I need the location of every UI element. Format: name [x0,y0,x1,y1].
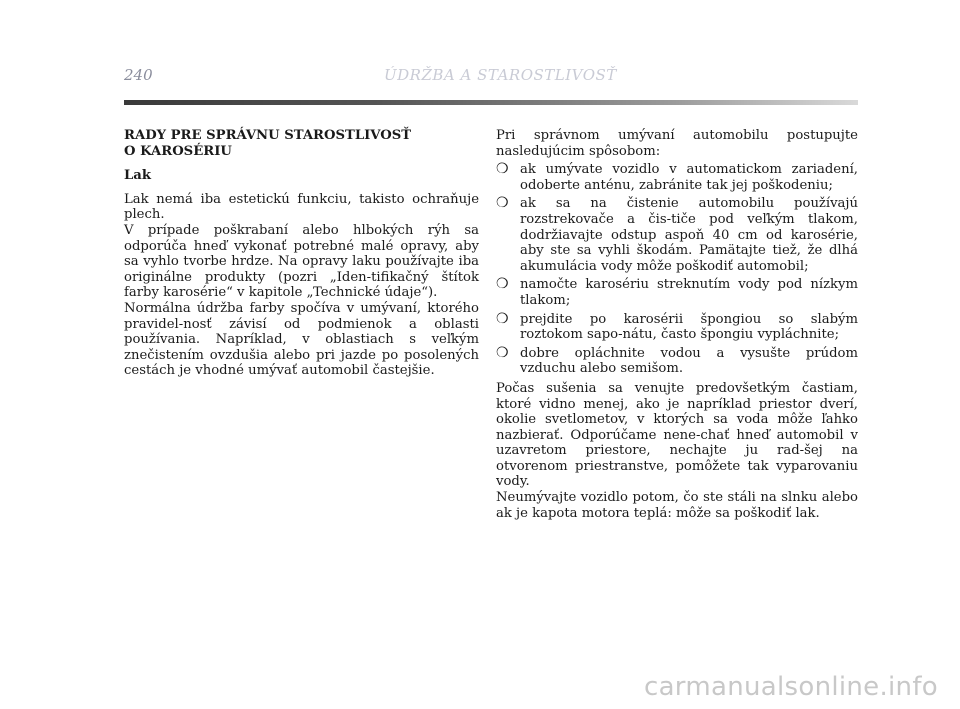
page-number: 240 [124,66,153,84]
paragraph: Neumývajte vozidlo potom, čo ste stáli na slnku alebo ak je kapota motora teplá: môže sa poškodiť lak. [496,490,858,521]
paragraph: V prípade poškrabaní alebo hlbokých rýh sa odporúča hneď vykonať potrebné malé opravy, aby sa vyhlo tvorbe hrdze. Na opravy laku používajte iba originálne produkty (pozri „Iden-tifikačný štítok farby karosérie“ v kapitole „Technické údaje“). [124,222,479,301]
circle-bullet-icon: ❍ [496,195,509,212]
intro-paragraph: Pri správnom umývaní automobilu postupujte nasledujúcim spôsobom: [496,128,858,159]
paragraph: Počas sušenia sa venujte predovšetkým častiam, ktoré vidno menej, ako je napríklad priestor dverí, okolie svetlometov, v ktorých sa voda môže ľahko nazbierať. Odporúčame nene-chať hneď automobil v uzavretom priestore, nechajte ju rad-šej na otvorenom priestranstve, pomôžete tak vyparovaniu vody. [496,380,858,490]
section-heading-line2: O KAROSÉRIU [124,143,232,159]
section-heading [124,128,479,159]
running-title: ÚDRŽBA A STAROSTLIVOSŤ [384,66,617,84]
circle-bullet-icon: ❍ [496,276,509,293]
list-item: ❍ dobre opláchnite vodou a vysušte prúdom vzduchu alebo semišom. [496,344,858,377]
circle-bullet-icon: ❍ [496,310,509,327]
subheading-paint: Lak [124,168,151,184]
list-item: ❍ ak umývate vozidlo v automatickom zariadení, odoberte anténu, zabránite tak jej poškodeniu; [496,161,858,193]
page-header [124,66,864,90]
right-column [496,128,858,521]
washing-steps-list [496,162,858,377]
circle-bullet-icon: ❍ [496,161,509,178]
circle-bullet-icon: ❍ [496,344,509,361]
header-rule [124,100,858,105]
paragraph: Lak nemá iba estetickú funkciu, takisto ochraňuje plech. [124,191,479,223]
list-item: ❍ prejdite po karosérii špongiou so slabým roztokom sapo-nátu, často špongiu vypláchnite; [496,310,858,343]
list-item: ❍ ak sa na čistenie automobilu používajú rozstrekovače a čis-tiče pod veľkým tlakom, dodržiavajte odstup aspoň 40 cm od karosérie, aby ste sa vyhli škodám. Pamätajte tiež, že dlhá akumulácia vody môže poškodiť automobil; [496,195,858,274]
left-column [124,128,479,379]
list-item: ❍ namočte karosériu streknutím vody pod nízkym tlakom; [496,276,858,308]
section-heading-line1: RADY PRE SPRÁVNU STAROSTLIVOSŤ [124,128,412,143]
paragraph: Normálna údržba farby spočíva v umývaní, ktorého pravidel-nosť závisí od podmienok a oblasti používania. Napríklad, v oblastiach s veľkým znečistením ovzdušia alebo pri jazde po posolených cestách je vhodné umývať automobil častejšie. [124,300,479,379]
watermark: carmanualsonline.info [643,672,938,702]
